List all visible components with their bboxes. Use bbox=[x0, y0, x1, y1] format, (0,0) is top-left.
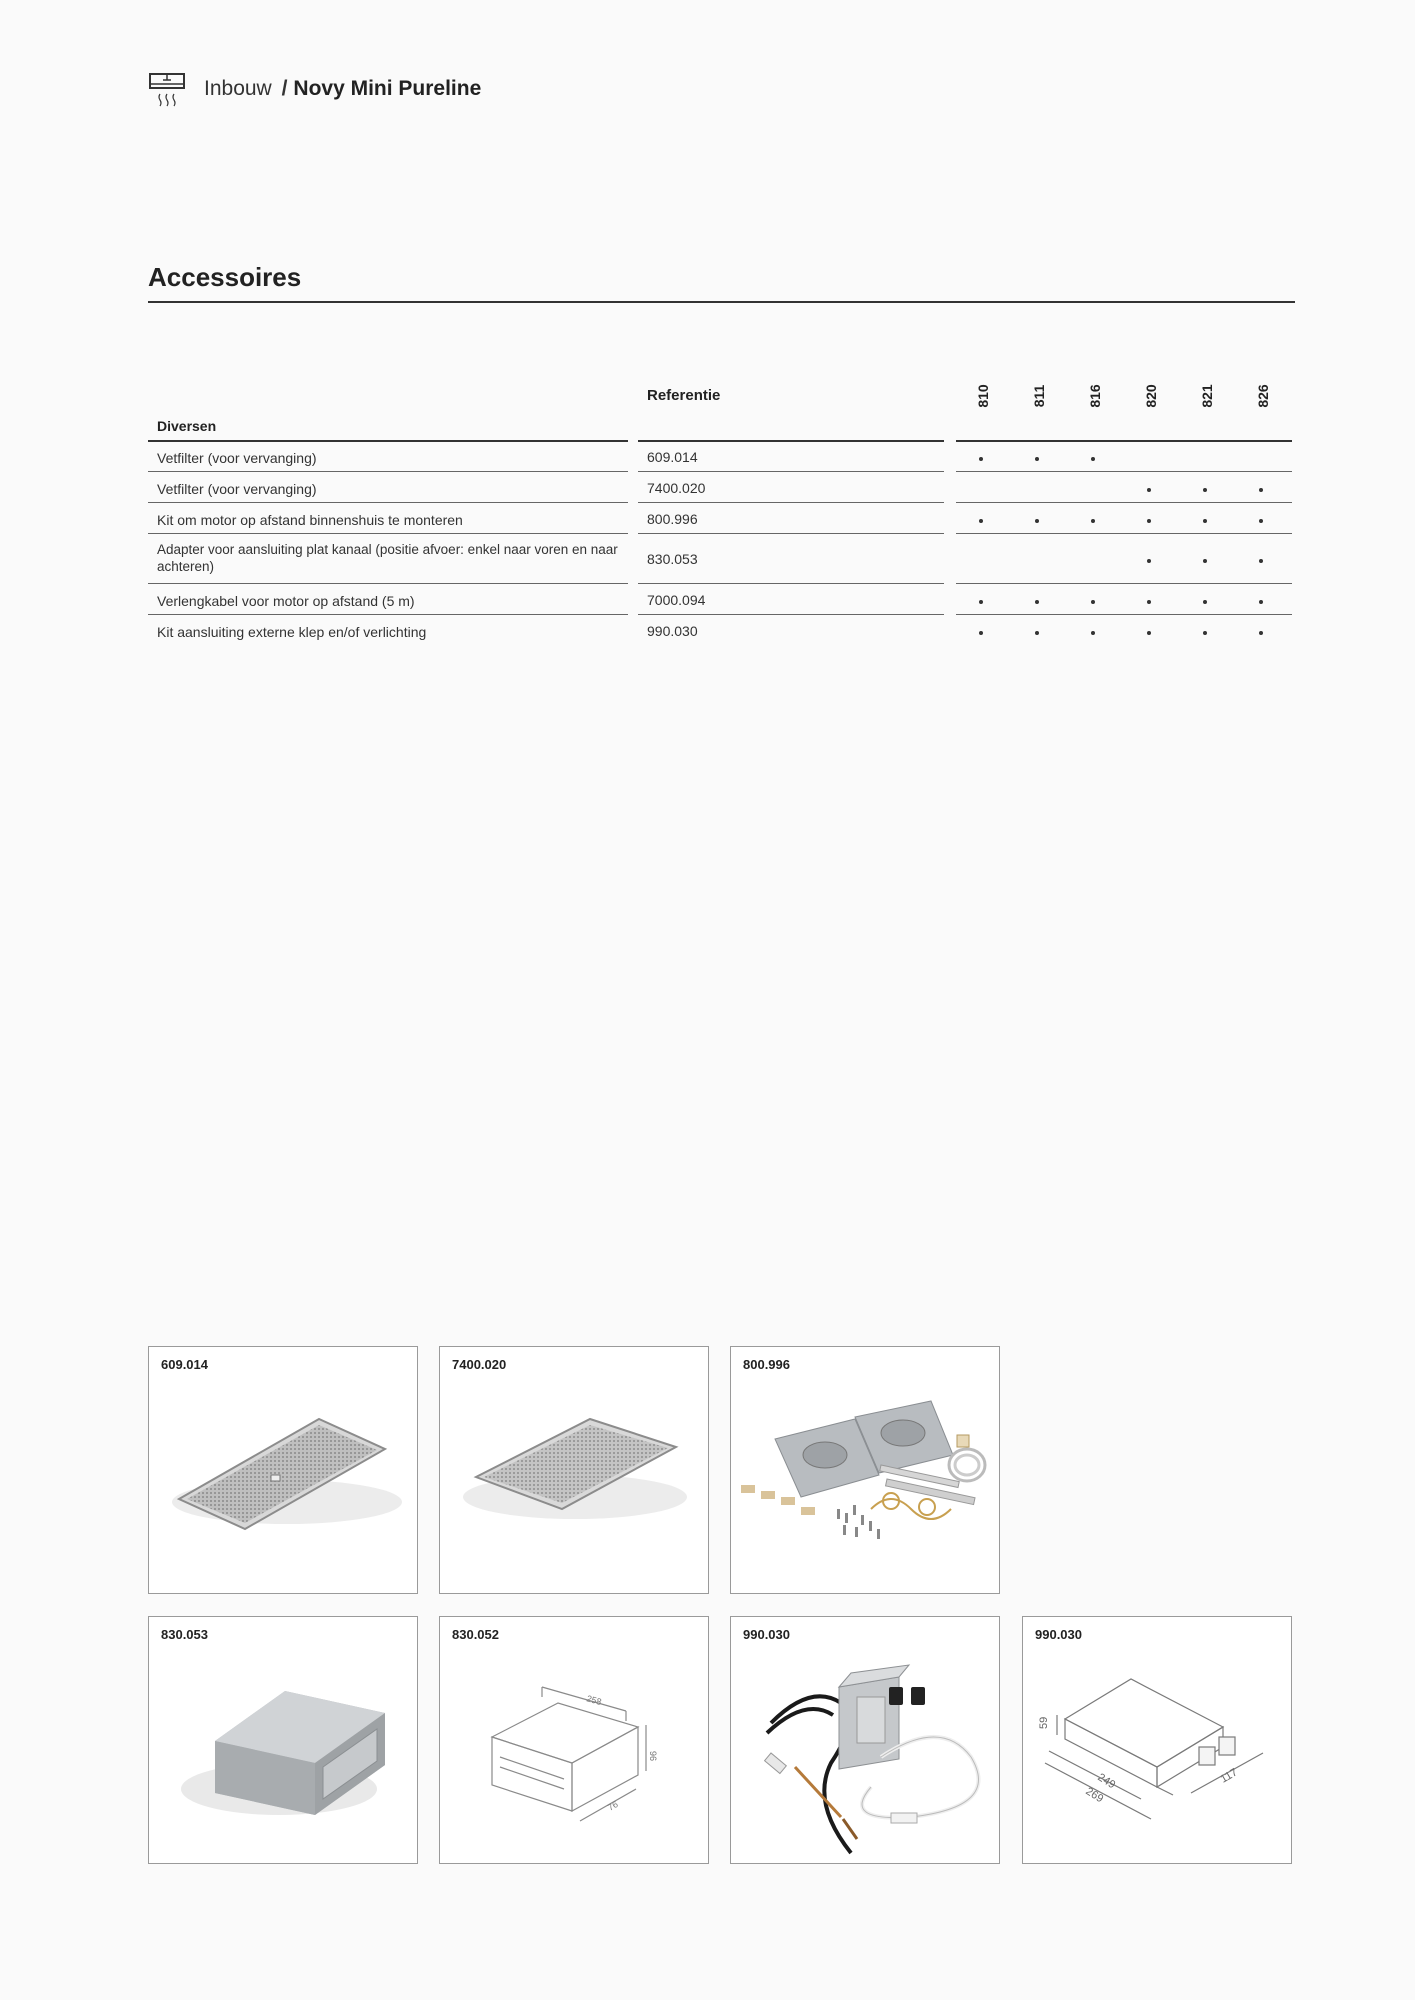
duct-adapter-drawing bbox=[440, 1617, 710, 1865]
availability-dot-821 bbox=[1203, 600, 1207, 604]
control-box-drawing bbox=[1023, 1617, 1293, 1865]
product-card-990-030-drawing bbox=[1022, 1616, 1292, 1864]
availability-dot-820 bbox=[1147, 519, 1151, 523]
availability-dot-810 bbox=[979, 631, 983, 635]
page-header bbox=[148, 70, 481, 108]
availability-dot-821 bbox=[1203, 631, 1207, 635]
row-divider bbox=[638, 533, 944, 534]
product-code: 830.053 bbox=[161, 1627, 208, 1642]
row-divider bbox=[638, 471, 944, 472]
product-code: 7400.020 bbox=[452, 1357, 507, 1372]
row-reference: 609.014 bbox=[647, 449, 698, 465]
remote-motor-kit-image bbox=[731, 1347, 1001, 1595]
row-description: Kit om motor op afstand binnenshuis te monteren bbox=[157, 512, 463, 528]
table-header-rule bbox=[956, 440, 1292, 442]
model-header-810: 810 bbox=[975, 384, 991, 408]
product-code: 800.996 bbox=[743, 1357, 790, 1372]
availability-dot-816 bbox=[1091, 457, 1095, 461]
row-description: Adapter voor aansluiting plat kanaal (positie afvoer: enkel naar voren en naar achteren) bbox=[157, 542, 618, 574]
availability-dot-821 bbox=[1203, 488, 1207, 492]
model-header-811: 811 bbox=[1031, 384, 1047, 408]
availability-dot-811 bbox=[1035, 457, 1039, 461]
table-row bbox=[148, 590, 1295, 614]
grease-filter-image bbox=[149, 1347, 419, 1595]
row-divider bbox=[148, 533, 628, 534]
flat-duct-adapter-image bbox=[149, 1617, 419, 1865]
availability-dot-826 bbox=[1259, 488, 1263, 492]
product-code: 990.030 bbox=[743, 1627, 790, 1642]
product-card-7400-020 bbox=[439, 1346, 709, 1594]
model-header-826: 826 bbox=[1255, 384, 1271, 408]
connection-kit-image bbox=[731, 1617, 1001, 1865]
model-header-820: 820 bbox=[1143, 384, 1159, 408]
row-reference: 830.053 bbox=[647, 551, 698, 567]
model-header-821: 821 bbox=[1199, 384, 1215, 408]
breadcrumb bbox=[204, 77, 481, 101]
row-reference: 7000.094 bbox=[647, 592, 706, 608]
row-description: Verlengkabel voor motor op afstand (5 m) bbox=[157, 593, 415, 609]
row-divider bbox=[638, 502, 944, 503]
section-title: Accessoires bbox=[148, 262, 302, 292]
availability-dot-816 bbox=[1091, 631, 1095, 635]
dimension-label: 258 bbox=[585, 1693, 603, 1708]
row-divider bbox=[956, 583, 1292, 584]
table-row bbox=[148, 447, 1295, 471]
row-description: Vetfilter (voor vervanging) bbox=[157, 450, 317, 466]
product-code: 830.052 bbox=[452, 1627, 499, 1642]
breadcrumb-product: Novy Mini Pureline bbox=[293, 77, 482, 100]
availability-dot-820 bbox=[1147, 600, 1151, 604]
dimension-label: 59 bbox=[1038, 1716, 1050, 1729]
availability-dot-811 bbox=[1035, 519, 1039, 523]
row-description: Kit aansluiting externe klep en/of verlichting bbox=[157, 624, 427, 640]
availability-dot-821 bbox=[1203, 519, 1207, 523]
row-divider bbox=[956, 471, 1292, 472]
dimension-label: 96 bbox=[648, 1751, 658, 1762]
table-header-rule bbox=[148, 440, 628, 442]
row-divider bbox=[956, 502, 1292, 503]
row-reference: 990.030 bbox=[647, 623, 698, 639]
product-card-830-053 bbox=[148, 1616, 418, 1864]
built-in-hood-icon bbox=[148, 70, 186, 108]
availability-dot-816 bbox=[1091, 600, 1095, 604]
dimension-label: 249 bbox=[1095, 1771, 1118, 1792]
section-divider bbox=[148, 301, 1295, 303]
row-divider bbox=[638, 583, 944, 584]
dimension-label: 117 bbox=[1218, 1766, 1240, 1786]
row-divider bbox=[148, 583, 628, 584]
table-row bbox=[148, 538, 1295, 583]
row-description: Vetfilter (voor vervanging) bbox=[157, 481, 317, 497]
breadcrumb-category: Inbouw bbox=[204, 77, 272, 100]
availability-dot-811 bbox=[1035, 631, 1039, 635]
dimension-label: 76 bbox=[606, 1799, 620, 1813]
row-divider bbox=[956, 614, 1292, 615]
product-card-830-052 bbox=[439, 1616, 709, 1864]
availability-dot-826 bbox=[1259, 631, 1263, 635]
availability-dot-810 bbox=[979, 519, 983, 523]
product-code: 990.030 bbox=[1035, 1627, 1082, 1642]
row-divider bbox=[638, 614, 944, 615]
product-code: 609.014 bbox=[161, 1357, 208, 1372]
row-divider bbox=[148, 614, 628, 615]
product-card-800-996 bbox=[730, 1346, 1000, 1594]
table-row bbox=[148, 621, 1295, 645]
table-header-rule bbox=[638, 440, 944, 442]
row-reference: 7400.020 bbox=[647, 480, 706, 496]
product-card-990-030 bbox=[730, 1616, 1000, 1864]
availability-dot-826 bbox=[1259, 519, 1263, 523]
dimension-label: 269 bbox=[1083, 1785, 1106, 1806]
row-divider bbox=[956, 533, 1292, 534]
row-reference: 800.996 bbox=[647, 511, 698, 527]
availability-dot-820 bbox=[1147, 488, 1151, 492]
availability-dot-820 bbox=[1147, 631, 1151, 635]
availability-dot-816 bbox=[1091, 519, 1095, 523]
availability-dot-821 bbox=[1203, 559, 1207, 563]
availability-dot-810 bbox=[979, 457, 983, 461]
availability-dot-810 bbox=[979, 600, 983, 604]
availability-dot-826 bbox=[1259, 559, 1263, 563]
group-label: Diversen bbox=[157, 418, 217, 434]
table-row bbox=[148, 478, 1295, 502]
row-divider bbox=[148, 502, 628, 503]
model-header-816: 816 bbox=[1087, 384, 1103, 408]
availability-dot-811 bbox=[1035, 600, 1039, 604]
row-divider bbox=[148, 471, 628, 472]
availability-dot-820 bbox=[1147, 559, 1151, 563]
breadcrumb-separator: / bbox=[281, 77, 288, 100]
table-row bbox=[148, 509, 1295, 533]
product-card-609-014 bbox=[148, 1346, 418, 1594]
availability-dot-826 bbox=[1259, 600, 1263, 604]
grease-filter-image bbox=[440, 1347, 710, 1595]
referentie-header: Referentie bbox=[647, 387, 721, 404]
